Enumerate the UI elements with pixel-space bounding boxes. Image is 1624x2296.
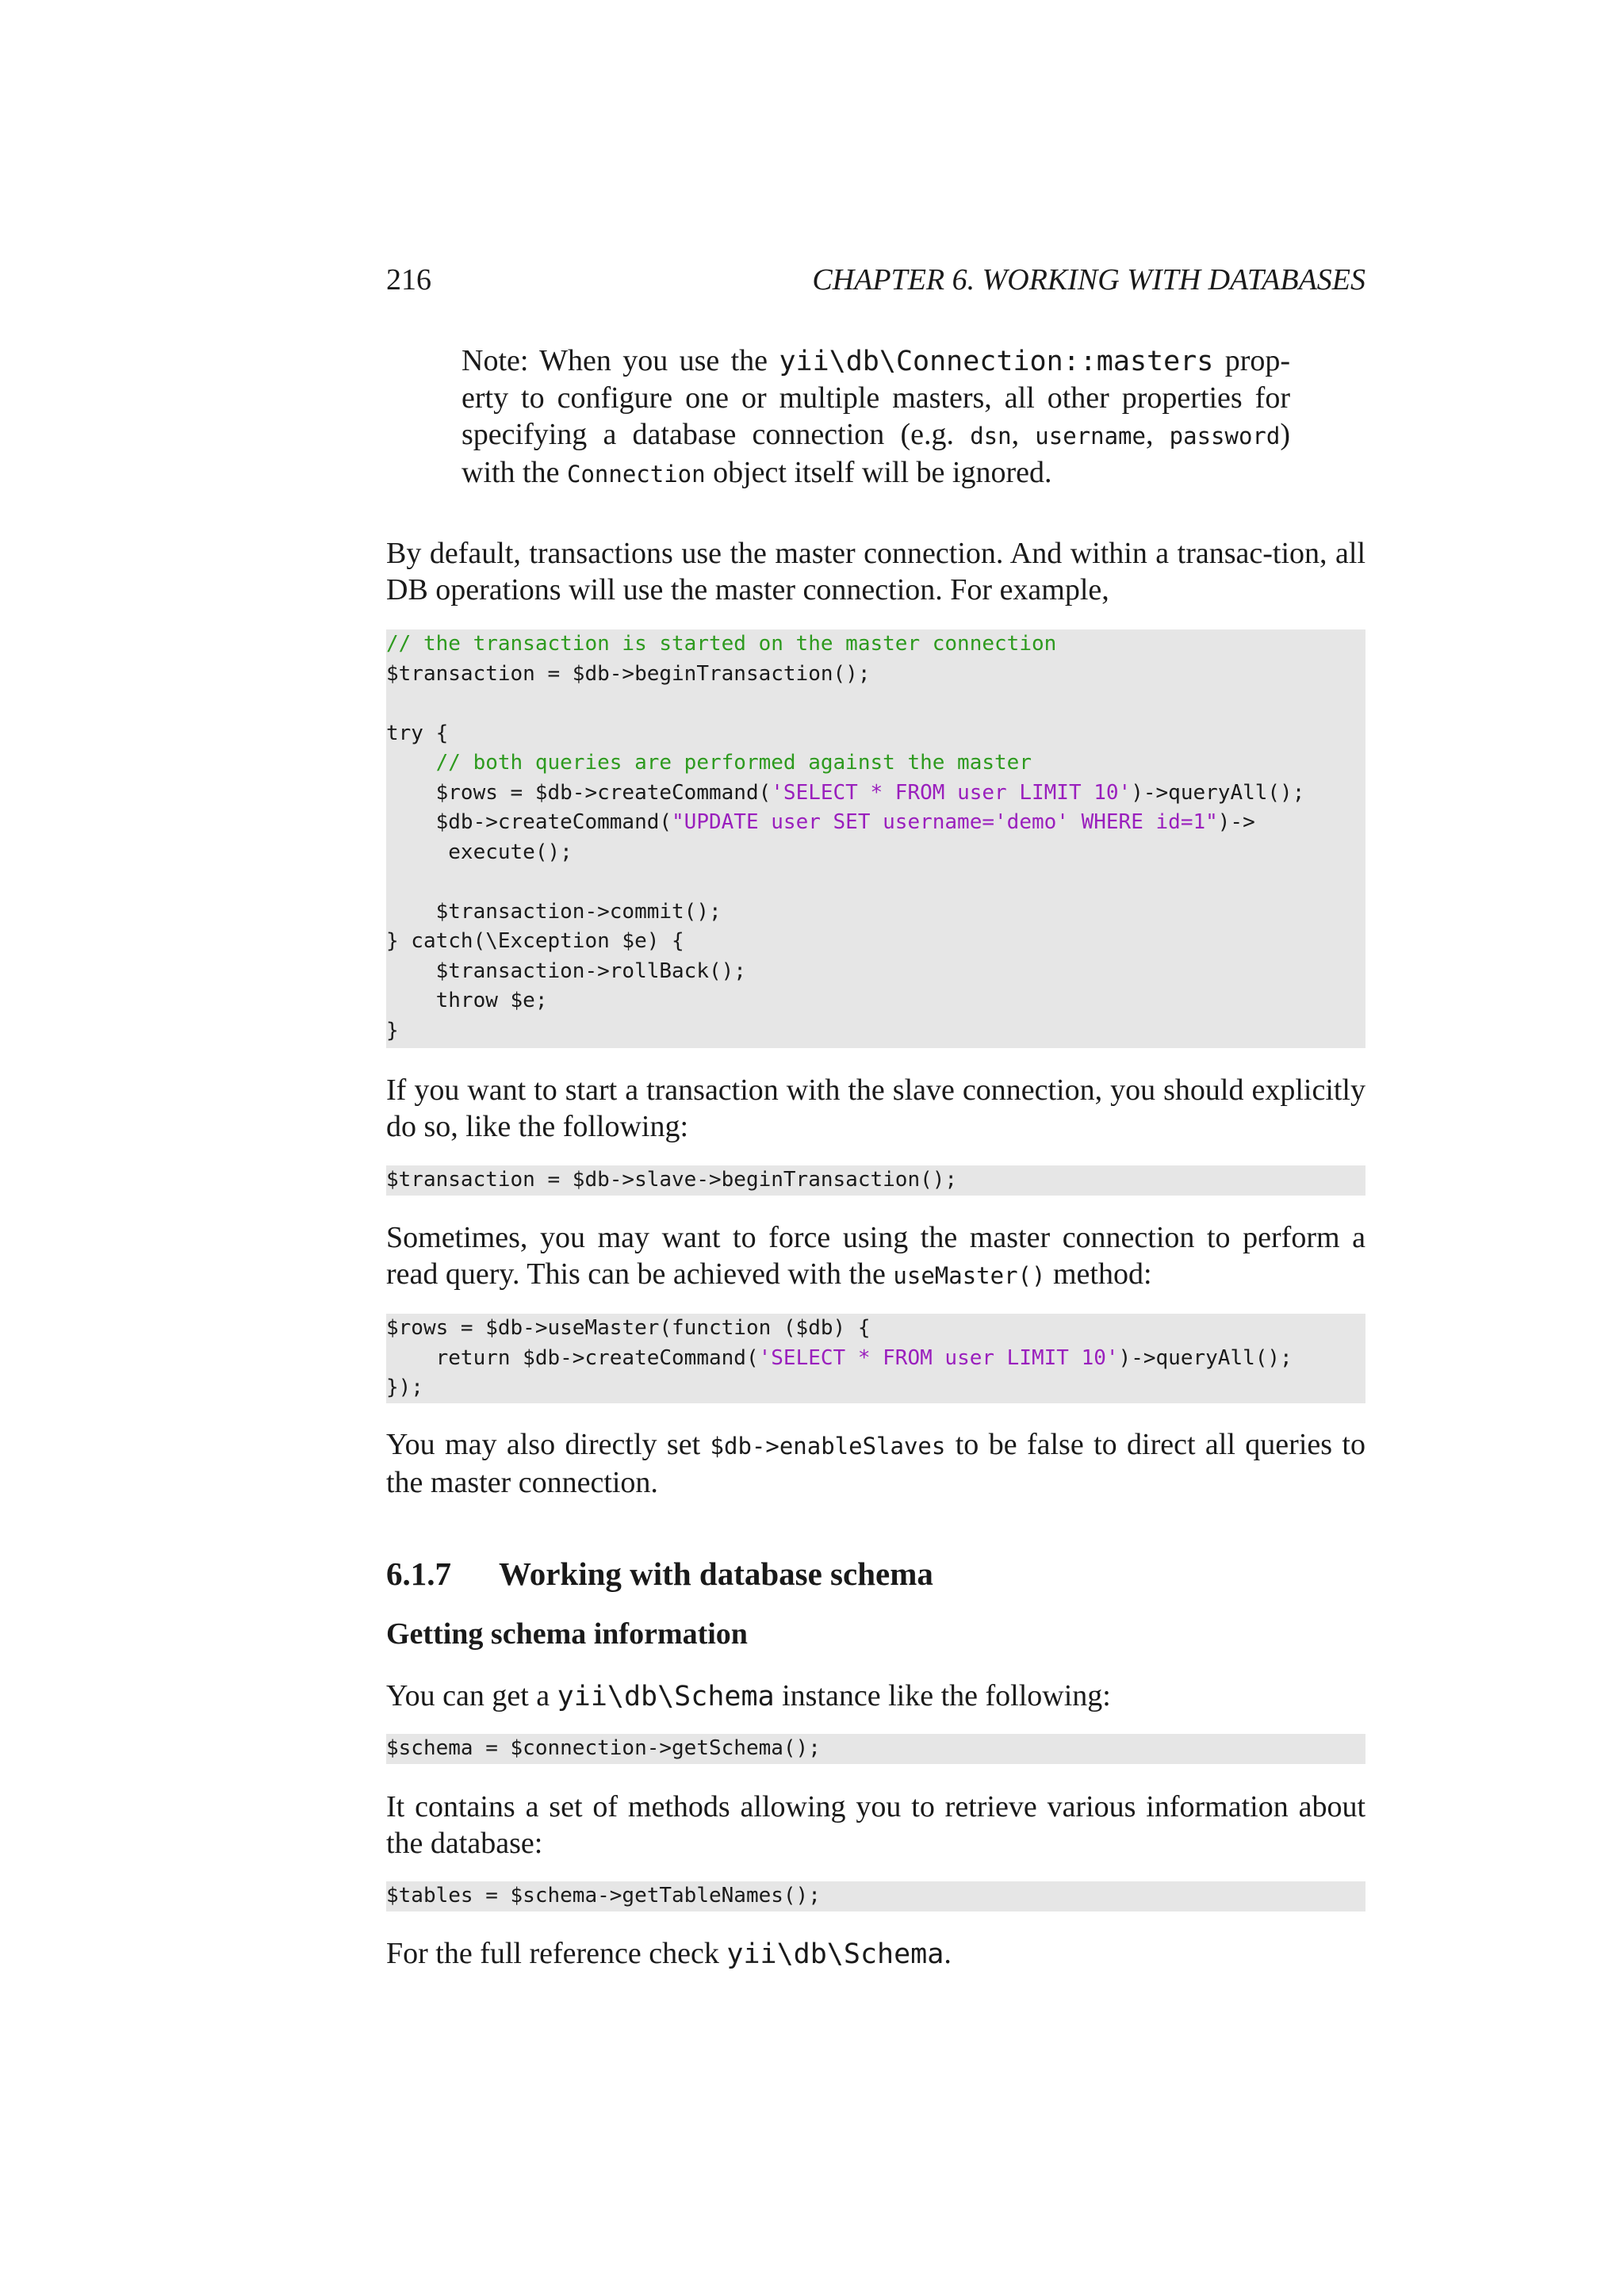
page-number: 216 (386, 263, 431, 297)
paragraph-text: By default, transactions use the master connection. And within a transac-tion, all DB operations will use the master connection. For example, (386, 537, 1365, 607)
inline-code: dsn (970, 423, 1012, 450)
inline-code: yii\db\Schema (557, 1681, 775, 1712)
code-block-getschema (386, 1734, 1365, 1764)
code-line: throw $e; (386, 989, 548, 1012)
running-header (386, 260, 1365, 300)
subsection-heading: Getting schema information (386, 1617, 748, 1651)
section-title: Working with database schema (499, 1556, 933, 1592)
paragraph (386, 1678, 1365, 1715)
paragraph-text: If you want to start a transaction with the slave connection, you should explicitly do so, like the following: (386, 1073, 1365, 1143)
section-number: 6.1.7 (386, 1556, 451, 1592)
inline-code: $db->enableSlaves (710, 1433, 946, 1460)
paragraph-text: You may also directly set $db->enableSlaves to be false to direct all queries to the master connection. (386, 1428, 1365, 1499)
code-line: $transaction->rollBack(); (386, 959, 746, 983)
code-line: $rows = $db->createCommand('SELECT * FROM user LIMIT 10')->queryAll(); (386, 780, 1305, 805)
code-line: $tables = $schema->getTableNames(); (386, 1884, 821, 1908)
paragraph (386, 1072, 1365, 1145)
code-line: } (386, 1018, 399, 1043)
code-line: } catch(\Exception $e) { (386, 929, 684, 953)
inline-code: yii\db\Connection::masters (779, 346, 1214, 377)
code-block-transaction (386, 629, 1365, 1048)
paragraph (386, 1426, 1365, 1501)
code-line: try { (386, 721, 449, 745)
code-line: $transaction = $db->beginTransaction(); (386, 661, 871, 686)
code-line: $rows = $db->useMaster(function ($db) { (386, 1316, 871, 1340)
inline-code: password (1169, 423, 1281, 450)
code-line: $transaction->commit(); (386, 899, 722, 924)
paragraph (386, 1789, 1365, 1862)
paragraph-text: You can get a yii\db\Schema instance like the following: (386, 1679, 1111, 1712)
code-line: execute(); (386, 840, 573, 864)
paragraph (386, 1219, 1365, 1294)
code-block-usemaster (386, 1314, 1365, 1403)
paragraph-text: It contains a set of methods allowing you to retrieve various information about the database: (386, 1790, 1365, 1860)
code-line: $schema = $connection->getSchema(); (386, 1736, 821, 1760)
code-block-tablenames (386, 1881, 1365, 1911)
code-line: // both queries are performed against the master (386, 751, 1032, 775)
code-line (386, 867, 1365, 897)
code-line: return $db->createCommand('SELECT * FROM user LIMIT 10')->queryAll(); (386, 1345, 1293, 1370)
code-line: // the transaction is started on the master connection (386, 632, 1057, 656)
note-box (462, 342, 1290, 492)
paragraph-text: For the full reference check yii\db\Schema. (386, 1937, 952, 1970)
code-line: $transaction = $db->slave->beginTransaction(); (386, 1168, 958, 1192)
section-heading (386, 1554, 933, 1594)
code-block-slave (386, 1165, 1365, 1196)
paragraph (386, 1935, 1365, 1973)
code-line: }); (386, 1376, 423, 1399)
code-line: $db->createCommand("UPDATE user SET username='demo' WHERE id=1")-> (386, 810, 1255, 834)
chapter-title: CHAPTER 6. WORKING WITH DATABASES (812, 263, 1365, 297)
code-line (386, 689, 1365, 719)
inline-code: username (1035, 423, 1146, 450)
note-text: Note: When you use the yii\db\Connection::masters prop-erty to configure one or multiple masters, all other properties for specifying a database connection (e.g. dsn, username, password) with the Connection object itself will be ignored. (462, 344, 1291, 489)
inline-code: yii\db\Schema (726, 1938, 944, 1970)
inline-code: Connection (566, 461, 706, 488)
paragraph (386, 535, 1365, 608)
paragraph-text: Sometimes, you may want to force using the master connection to perform a read query. This can be achieved with the useMaster() method: (386, 1221, 1365, 1291)
inline-code: useMaster() (893, 1262, 1046, 1289)
